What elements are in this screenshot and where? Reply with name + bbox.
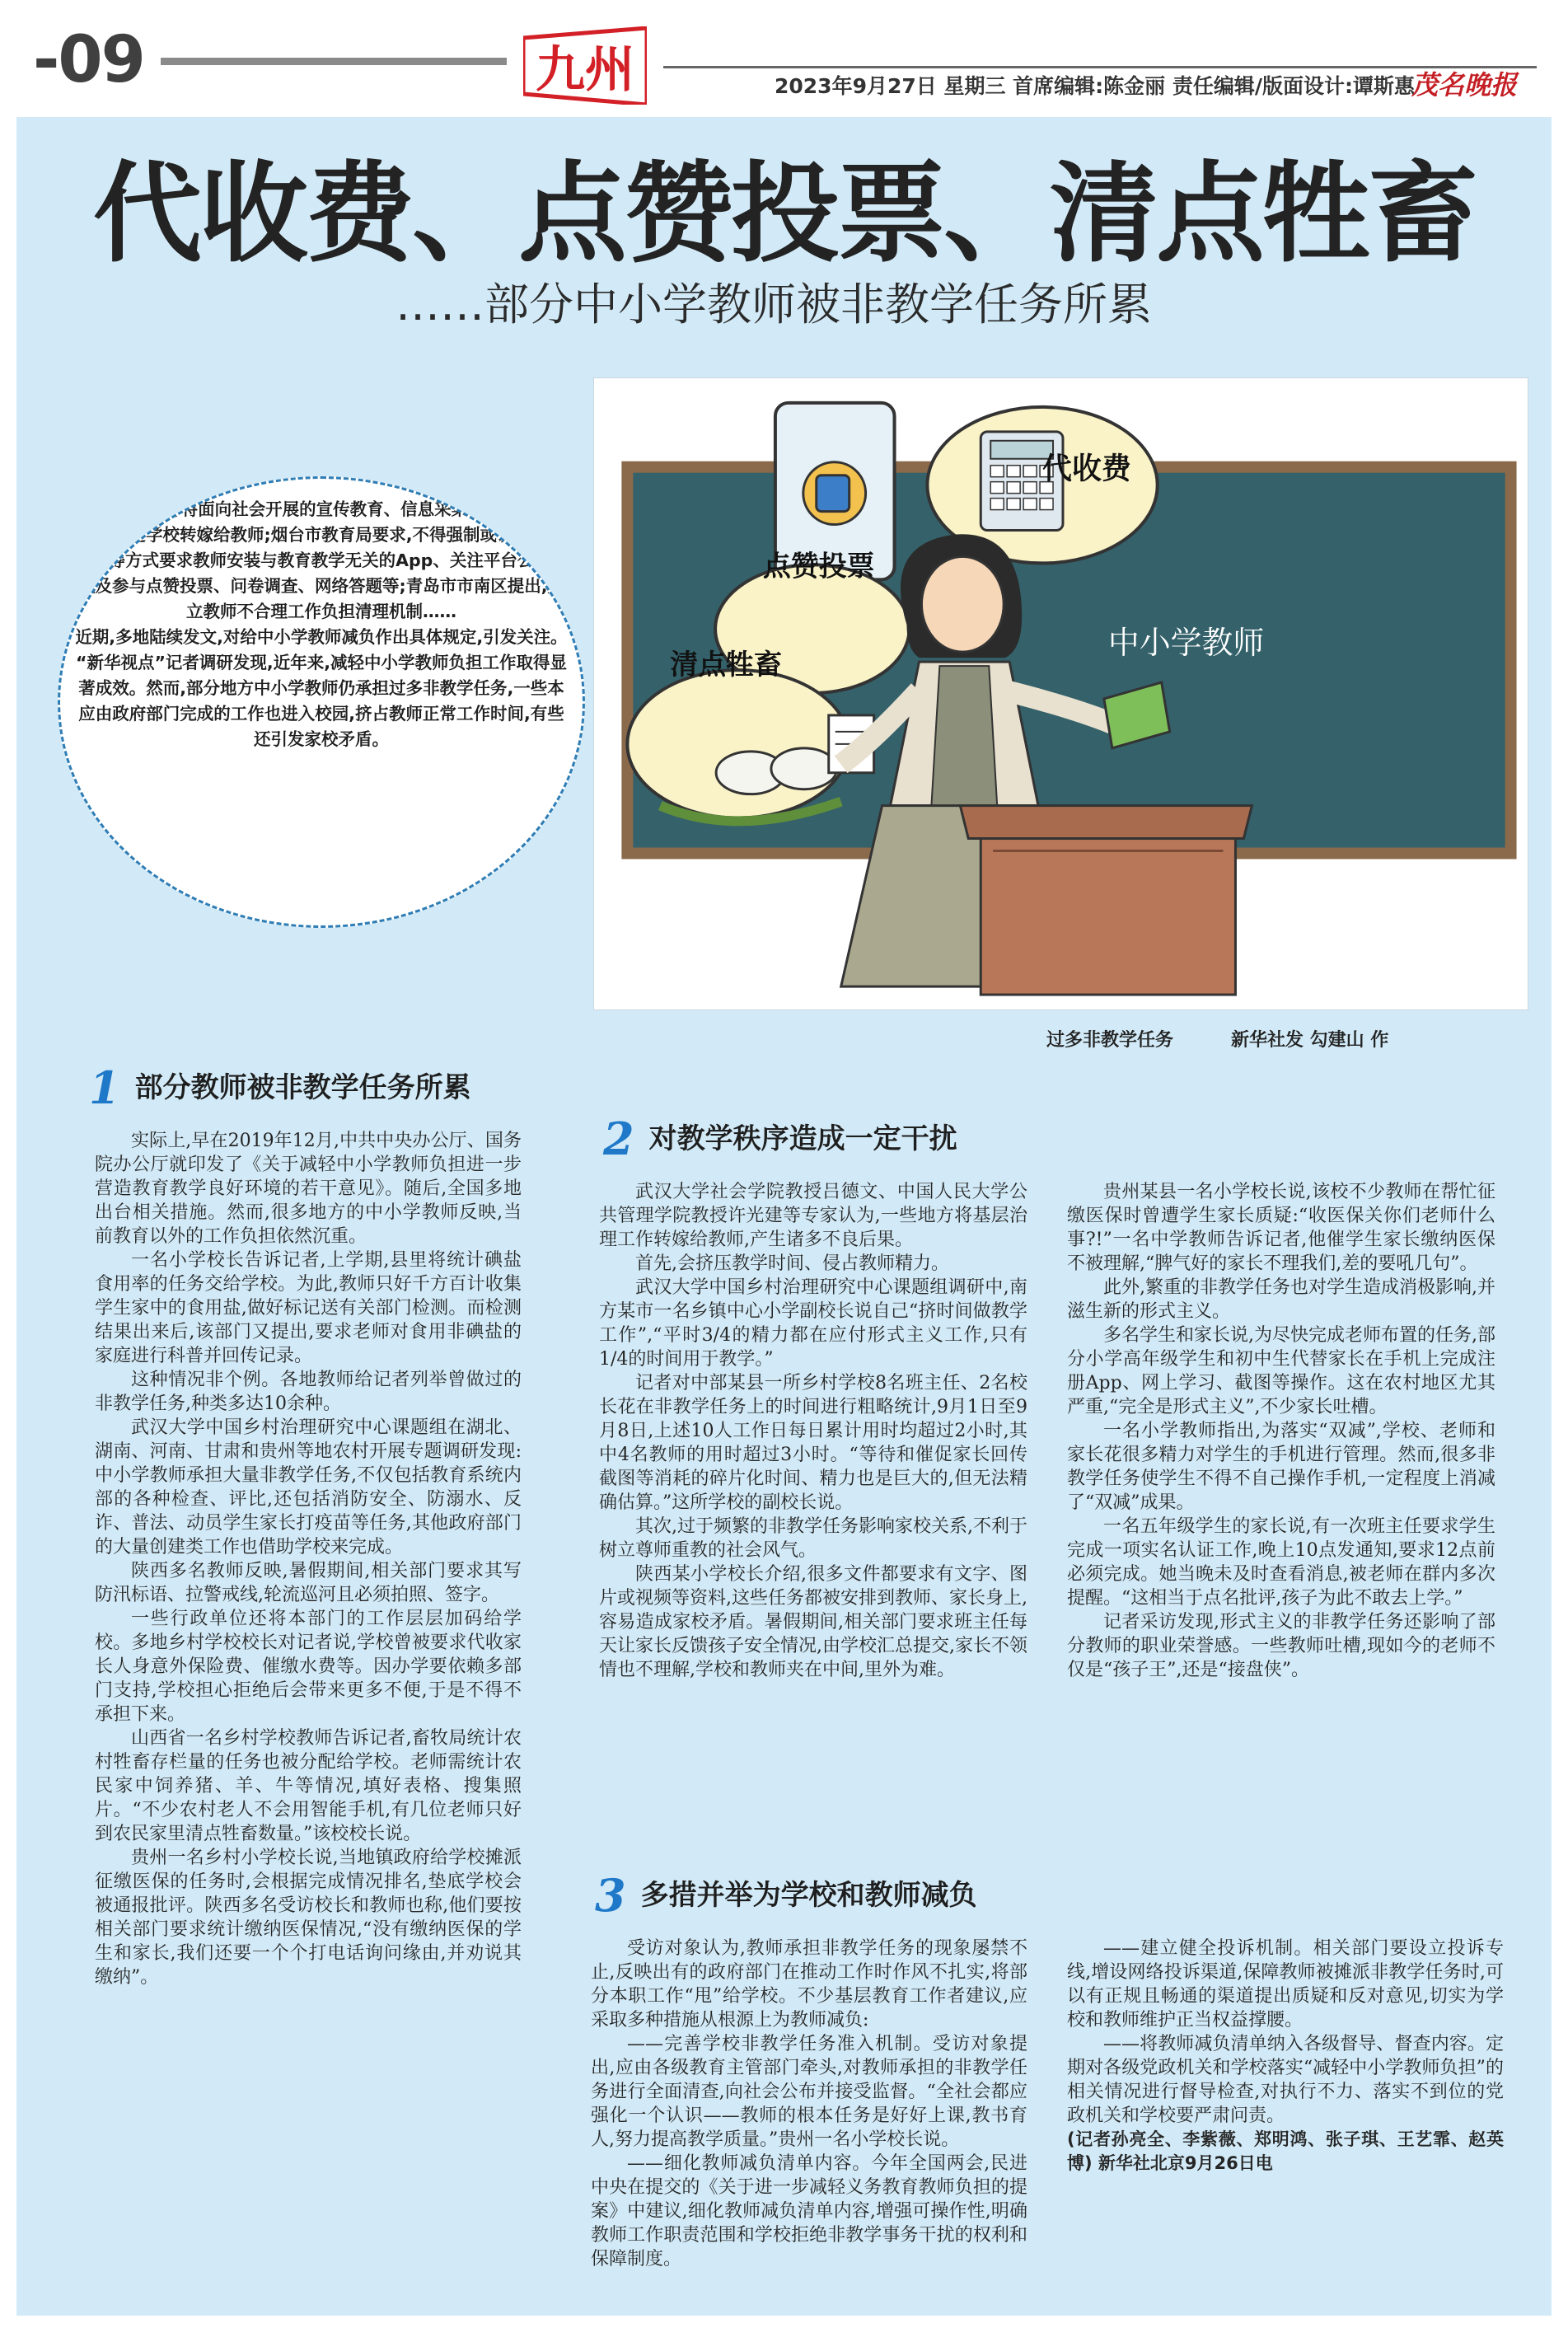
body-paragraph: 陕西某小学校长介绍,很多文件都要求有文字、图片或视频等资料,这些任务都被安排到教师、家长身上,容易造成家校矛盾。暑假期间,相关部门要求班主任每天让家长反馈孩子安全情况,由学校汇总提交,家长不领情也不理解,学校和教师夹在中间,里外为难。 [599, 1564, 1027, 1680]
label-collect-fees: 代收费 [1042, 452, 1131, 486]
intro-paragraph: 近期,多地陆续发文,对给中小学教师减负作出具体规定,引发关注。 [75, 627, 568, 647]
section-number: 1 [89, 1061, 120, 1114]
body-paragraph: 受访对象认为,教师承担非教学任务的现象屡禁不止,反映出有的政府部门在推动工作时作风不扎实,将部分本职工作“甩”给学校。不少基层教育工作者建议,应采取多种措施从根源上为教师减负: [591, 1938, 1027, 2031]
body-paragraph: 武汉大学中国乡村治理研究中心课题组在湖北、湖南、河南、甘肃和贵州等地农村开展专题调研发现:中小学教师承担大量非教学任务,不仅包括教育系统内部的各种检查、评比,还包括消防安全、防溺水、反诈、普法、动员学生家长打疫苗等任务,其他政府部门的大量创建类工作也借助学校来完成。 [95, 1417, 522, 1557]
body-paragraph: 实际上,早在2019年12月,中共中央办公厅、国务院办公厅就印发了《关于减轻中小学教师负担进一步营造教育教学良好环境的若干意见》。随后,全国多地出台相关措施。然而,很多地方的中小学教师反映,当前教育以外的工作负担依然沉重。 [95, 1131, 522, 1247]
intro-paragraph: “新华视点”记者调研发现,近年来,减轻中小学教师负担工作取得显著成效。然而,部分地方中小学教师仍承担过多非教学任务,一些本应由政府部门完成的工作也进入校园,挤占教师正常工作时间,有些还引发家校矛盾。 [75, 653, 568, 749]
body-paragraph: 一名五年级学生的家长说,有一次班主任要求学生完成一项实名认证工作,晚上10点发通知,要求12点前必须完成。她当晚未及时查看消息,被老师在群内多次提醒。“这相当于点名批评,孩子为此不敢去上学。” [1067, 1516, 1495, 1609]
section-number: 3 [595, 1869, 626, 1922]
cartoon-illustration [593, 377, 1528, 1010]
headline: 代收费、点赞投票、清点牲畜 [93, 151, 1475, 278]
illustration-credit: 新华社发 勾建山 作 [1231, 1030, 1389, 1051]
body-paragraph: 其次,过于频繁的非教学任务影响家校关系,不利于树立尊师重教的社会风气。 [599, 1516, 1027, 1561]
section-title: 对教学秩序造成一定干扰 [648, 1122, 957, 1155]
byline: (记者孙亮全、李紫薇、郑明鸿、张子琪、王艺霏、赵英博) 新华社北京9月26日电 [1067, 2129, 1504, 2173]
section-name: 九州 [536, 41, 634, 99]
body-paragraph: 贵州某县一名小学校长说,该校不少教师在帮忙征缴医保时曾遭学生家长质疑:“收医保关你们老师什么事?!”一名中学教师告诉记者,他催学生家长缴纳医保不被理解,“脾气好的家长不理我们,差的要吼几句”。 [1067, 1182, 1495, 1274]
section-badge [523, 26, 647, 105]
body-paragraph: 首先,会挤压教学时间、侵占教师精力。 [635, 1253, 949, 1274]
newspaper-logo: 茂名晚报 [1411, 69, 1517, 101]
body-paragraph: 一些行政单位还将本部门的工作层层加码给学校。多地乡村学校校长对记者说,学校曾被要求代收家长人身意外保险费、催缴水费等。因办学要依赖多部门支持,学校担心拒绝后会带来更多不便,于是不得不承担下来。 [95, 1609, 522, 1725]
section-1-body [95, 1129, 522, 2295]
illustration-credit-line [1046, 1028, 1388, 1053]
label-like-vote: 点赞投票 [762, 550, 875, 583]
body-paragraph: 贵州一名乡村小学校长说,当地镇政府给学校摊派征缴医保的任务时,会根据完成情况排名,垫底学校会被通报批评。陕西多名受访校长和教师也称,他们要按相关部门要求统计缴纳医保情况,“没有缴纳医保的学生和家长,我们还要一个个打电话询问缘由,并劝说其缴纳”。 [95, 1848, 522, 1988]
body-paragraph: ——完善学校非教学任务准入机制。受访对象提出,应由各级教育主管部门牵头,对教师承担的非教学任务进行全面清查,向社会公布并接受监督。“全社会都应强化一个认识——教师的根本任务是好好上课,教书育人,努力提高教学质量。”贵州一名小学校长说。 [591, 2034, 1027, 2150]
subheadline: ……部分中小学教师被非教学任务所累 [396, 279, 1152, 330]
body-paragraph: 陕西多名教师反映,暑假期间,相关部门要求其写防汛标语、拉警戒线,轮流巡河且必须拍照、签字。 [95, 1561, 522, 1605]
intro-summary-oval [58, 476, 585, 928]
body-paragraph: 一名小学校长告诉记者,上学期,县里将统计碘盐食用率的任务交给学校。为此,教师只好千方百计收集学生家中的食用盐,做好标记送有关部门检测。而检测结果出来后,该部门又提出,要求老师对食用非碘盐的家庭进行科普并回传记录。 [95, 1250, 522, 1366]
body-paragraph: ——建立健全投诉机制。相关部门要设立投诉专线,增设网络投诉渠道,保障教师被摊派非教学任务时,可以有正规且畅通的渠道提出质疑和反对意见,切实为学校和教师维护正当权益撑腰。 [1067, 1938, 1504, 2031]
illustration-caption: 过多非教学任务 [1046, 1030, 1174, 1051]
lectern [960, 806, 1252, 995]
body-paragraph: 此外,繁重的非教学任务也对学生造成消极影响,并滋生新的形式主义。 [1067, 1277, 1495, 1322]
header-rule [161, 58, 507, 65]
body-paragraph: 武汉大学社会学院教授吕德文、中国人民大学公共管理学院教授许光建等专家认为,一些地方将基层治理工作转嫁给教师,产生诸多不良后果。 [599, 1182, 1027, 1250]
section-heading-2 [603, 1114, 957, 1164]
body-paragraph: 武汉大学中国乡村治理研究中心课题组调研中,南方某市一名乡镇中心小学副校长说自己“挤时间做教学工作”,“平时3/4的精力都在应付形式主义工作,只有1/4的时间用于教学。” [599, 1277, 1027, 1370]
page-number: -09 [33, 23, 144, 97]
intro-paragraph: 长沙规定,不得将面向社会开展的宣传教育、信息采集和调查统计等事项通过学校转嫁给教师;烟台市教育局要求,不得强制或以与考核挂钩等方式要求教师安装与教育教学无关的App、关注平台公众号以及参与点赞投票、问卷调查、网络答题等;青岛市市南区提出,建立教师不合理工作负担清理机制…… [73, 499, 570, 621]
section-2-body-col-2 [1067, 1180, 1495, 1805]
section-number: 2 [603, 1112, 634, 1165]
section-heading-3 [595, 1871, 977, 1920]
body-paragraph: 一名小学教师指出,为落实“双减”,学校、老师和家长花很多精力对学生的手机进行管理。然而,很多非教学任务使学生不得不自己操作手机,一定程度上消减了“双减”成果。 [1067, 1421, 1495, 1513]
section-3-body-col-1 [591, 1937, 1027, 2299]
section-title: 多措并举为学校和教师减负 [640, 1879, 977, 1912]
section-3-body-col-2 [1067, 1937, 1504, 2299]
body-paragraph: 记者采访发现,形式主义的非教学任务还影响了部分教师的职业荣誉感。一些教师吐槽,现如今的老师不仅是“孩子王”,还是“接盘侠”。 [1067, 1612, 1495, 1680]
section-2-body-col-1 [599, 1180, 1027, 1805]
body-paragraph: ——将教师减负清单纳入各级督导、督查内容。定期对各级党政机关和学校落实“减轻中小学教师负担”的相关情况进行督导检查,对执行不力、落实不到位的党政机关和学校要严肃问责。 [1067, 2034, 1504, 2126]
livestock-bubble [627, 670, 849, 818]
body-paragraph: 这种情况非个例。各地教师给记者列举曾做过的非教学任务,种类多达10余种。 [95, 1370, 522, 1414]
section-title: 部分教师被非教学任务所累 [134, 1071, 471, 1104]
body-paragraph: ——细化教师减负清单内容。今年全国两会,民进中央在提交的《关于进一步减轻义务教育教师负担的提案》中建议,细化教师减负清单内容,增强可操作性,明确教师工作职责范围和学校拒绝非教学事务干扰的权利和保障制度。 [591, 2153, 1027, 2269]
issue-info: 2023年9月27日 星期三 首席编辑:陈金丽 责任编辑/版面设计:谭斯惠 [775, 74, 1416, 98]
label-count-livestock: 清点牲畜 [670, 649, 782, 682]
body-paragraph: 多名学生和家长说,为尽快完成老师布置的任务,部分小学高年级学生和初中生代替家长在手机上完成注册App、网上学习、截图等操作。这在农村地区尤其严重,“完全是形式主义”,不少家长吐槽。 [1067, 1325, 1495, 1417]
label-teacher: 中小学教师 [1107, 625, 1265, 662]
section-heading-1 [89, 1063, 471, 1112]
body-paragraph: 记者对中部某县一所乡村学校8名班主任、2名校长花在非教学任务上的时间进行粗略统计,9月1日至9月8日,上述10人工作日每日累计用时均超过2小时,其中4名教师的用时超过3小时。“等待和催促家长回传截图等消耗的碎片化时间、精力也是巨大的,但无法精确估算。”这所学校的副校长说。 [599, 1373, 1027, 1513]
body-paragraph: 山西省一名乡村学校教师告诉记者,畜牧局统计农村牲畜存栏量的任务也被分配给学校。老师需统计农民家中饲养猪、羊、牛等情况,填好表格、搜集照片。“不少农村老人不会用智能手机,有几位老师只好到农民家里清点牲畜数量。”该校校长说。 [95, 1728, 522, 1844]
